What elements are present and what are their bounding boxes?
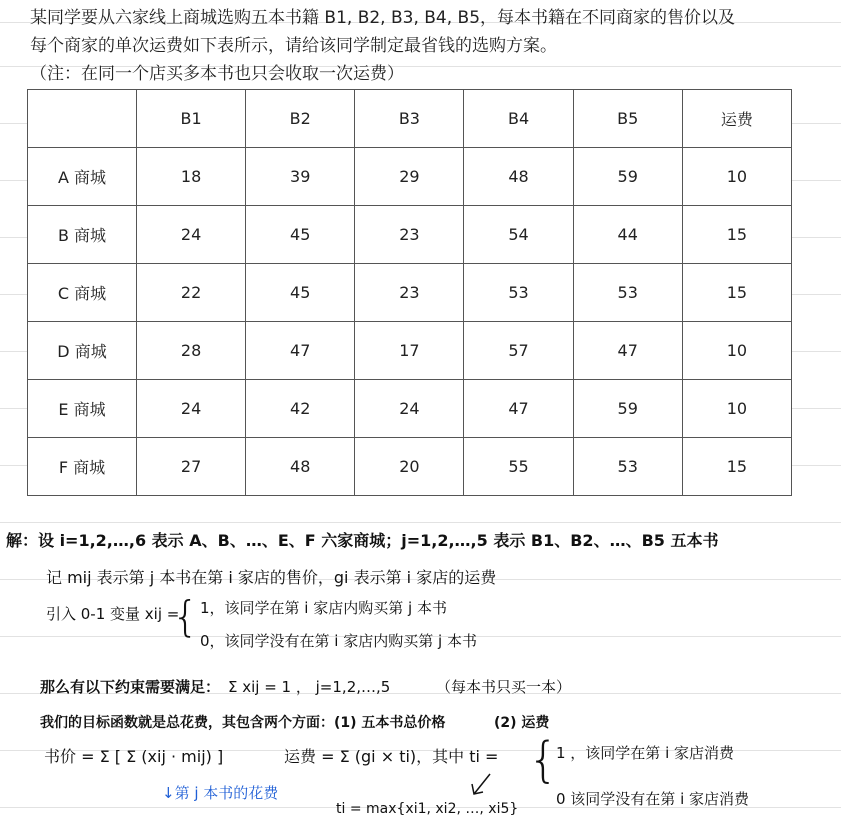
intro-line-3: （注：在同一个店买多本书也只会收取一次运费） bbox=[30, 64, 404, 84]
table-cell: B 商城 bbox=[28, 206, 137, 264]
solution-line-1: 解：设 i=1,2,…,6 表示 A、B、…、E、F 六家商城；j=1,2,…,5 表示 B1、B2、…、B5 五本书 bbox=[6, 531, 719, 550]
table-cell: 48 bbox=[464, 148, 573, 206]
table-cell: 15 bbox=[682, 206, 791, 264]
table-cell: 18 bbox=[137, 148, 246, 206]
table-cell: 10 bbox=[682, 322, 791, 380]
table-cell: 45 bbox=[246, 264, 355, 322]
table-cell: 47 bbox=[464, 380, 573, 438]
table-cell: 27 bbox=[137, 438, 246, 496]
constraint-note: （每本书只买一本） bbox=[436, 678, 572, 696]
table-cell: 20 bbox=[355, 438, 464, 496]
header-cell: B3 bbox=[355, 90, 464, 148]
constraint-intro: 那么有以下约束需要满足： bbox=[40, 678, 221, 696]
table-cell: 15 bbox=[682, 264, 791, 322]
shipping-formula: 运费 = Σ (gi × ti)，其中 ti = bbox=[284, 747, 499, 766]
table-row bbox=[28, 206, 792, 264]
table-cell: 48 bbox=[246, 438, 355, 496]
objective-part-2: (2) 运费 bbox=[494, 715, 550, 731]
table-header-row bbox=[28, 90, 792, 148]
header-cell: B2 bbox=[246, 90, 355, 148]
book-cost-annotation: ↓第 j 本书的花费 bbox=[162, 784, 279, 802]
table-cell: 24 bbox=[137, 206, 246, 264]
arrow-icon bbox=[466, 770, 496, 800]
table-cell: 24 bbox=[355, 380, 464, 438]
table-cell: 29 bbox=[355, 148, 464, 206]
intro-line-2: 每个商家的单次运费如下表所示，请给该同学制定最省钱的选购方案。 bbox=[30, 36, 557, 56]
table-cell: 53 bbox=[573, 264, 682, 322]
header-cell: B4 bbox=[464, 90, 573, 148]
header-cell bbox=[28, 90, 137, 148]
table-cell: 54 bbox=[464, 206, 573, 264]
objective-intro: 我们的目标函数就是总花费，其包含两个方面：(1) 五本书总价格 bbox=[40, 715, 446, 731]
table-row bbox=[28, 264, 792, 322]
case-one: 1，该同学在第 i 家店内购买第 j 本书 bbox=[200, 599, 447, 617]
case-brace: { bbox=[172, 592, 199, 641]
table-cell: 15 bbox=[682, 438, 791, 496]
table-row bbox=[28, 380, 792, 438]
price-table bbox=[27, 89, 792, 496]
case-zero: 0，该同学没有在第 i 家店内购买第 j 本书 bbox=[200, 632, 477, 650]
table-row bbox=[28, 322, 792, 380]
table-cell: 39 bbox=[246, 148, 355, 206]
table-cell: C 商城 bbox=[28, 264, 137, 322]
table-cell: 42 bbox=[246, 380, 355, 438]
book-price-formula: 书价 = Σ [ Σ (xij · mij) ] bbox=[44, 747, 224, 766]
problem-statement bbox=[30, 4, 830, 88]
header-cell: B1 bbox=[137, 90, 246, 148]
table-cell: 28 bbox=[137, 322, 246, 380]
table-cell: D 商城 bbox=[28, 322, 137, 380]
table-cell: 47 bbox=[246, 322, 355, 380]
table-cell: F 商城 bbox=[28, 438, 137, 496]
table-cell: 10 bbox=[682, 148, 791, 206]
table-cell: 55 bbox=[464, 438, 573, 496]
table-cell: 10 bbox=[682, 380, 791, 438]
table-cell: 53 bbox=[464, 264, 573, 322]
header-cell: B5 bbox=[573, 90, 682, 148]
header-cell: 运费 bbox=[682, 90, 791, 148]
ruled-line bbox=[0, 522, 841, 523]
table-cell: 24 bbox=[137, 380, 246, 438]
variable-definition: 引入 0-1 变量 xij = bbox=[46, 605, 180, 623]
table-cell: 23 bbox=[355, 264, 464, 322]
table-cell: E 商城 bbox=[28, 380, 137, 438]
table-cell: 59 bbox=[573, 148, 682, 206]
table-cell: 23 bbox=[355, 206, 464, 264]
table-cell: 53 bbox=[573, 438, 682, 496]
table-cell: 45 bbox=[246, 206, 355, 264]
constraint-equation: Σ xij = 1 ， j=1,2,…,5 bbox=[228, 678, 391, 696]
table-cell: 44 bbox=[573, 206, 682, 264]
table-row bbox=[28, 148, 792, 206]
intro-line-1: 某同学要从六家线上商城选购五本书籍 B1, B2, B3, B4, B5，每本书籍在不同商家的售价以及 bbox=[30, 8, 736, 28]
table-cell: 47 bbox=[573, 322, 682, 380]
table-cell: 57 bbox=[464, 322, 573, 380]
table-cell: 17 bbox=[355, 322, 464, 380]
shipping-case-zero: 0 该同学没有在第 i 家店消费 bbox=[556, 790, 750, 808]
table-cell: 22 bbox=[137, 264, 246, 322]
table-cell: A 商城 bbox=[28, 148, 137, 206]
solution-line-2: 记 mij 表示第 j 本书在第 i 家店的售价，gi 表示第 i 家店的运费 bbox=[46, 568, 497, 587]
table-row bbox=[28, 438, 792, 496]
shipping-case-one: 1 ，该同学在第 i 家店消费 bbox=[556, 744, 735, 762]
shipping-brace: { bbox=[528, 732, 559, 788]
table-cell: 59 bbox=[573, 380, 682, 438]
t-max-definition: ti = max{xi1, xi2, …, xi5} bbox=[336, 801, 519, 817]
